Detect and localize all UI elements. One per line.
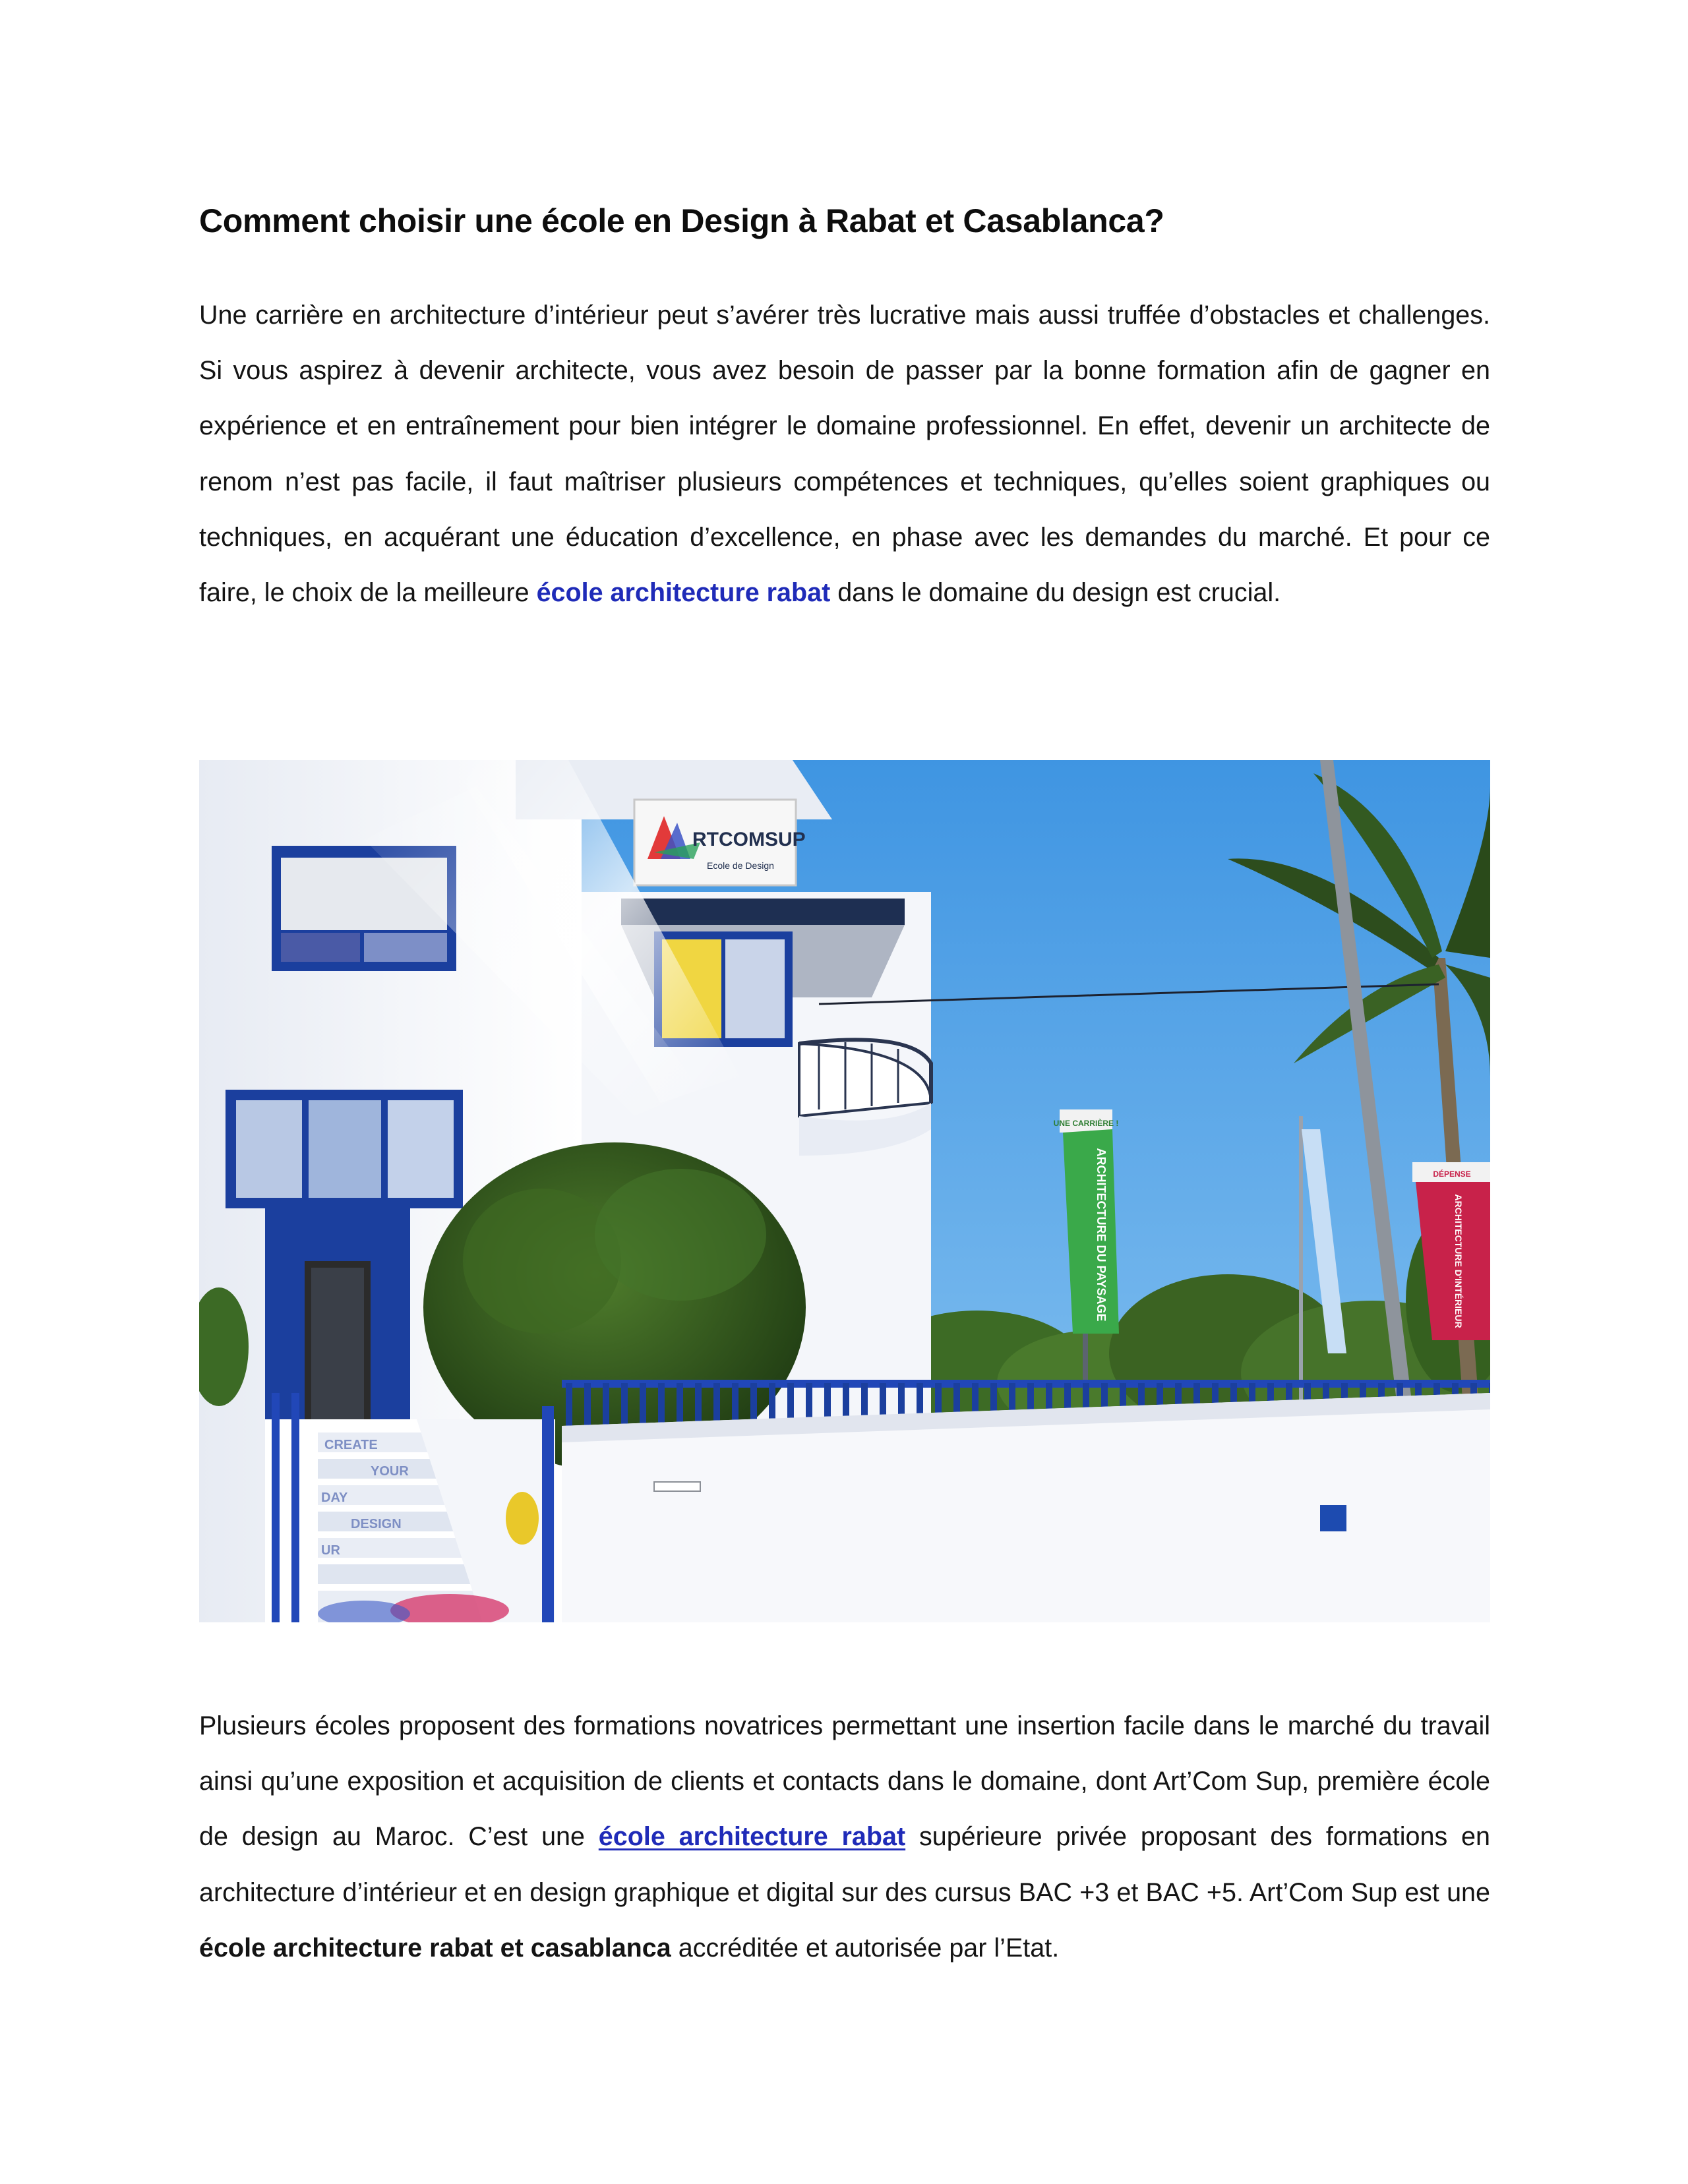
wall-number-plate xyxy=(1320,1505,1346,1531)
school-building-photo xyxy=(199,760,1490,1622)
staircase xyxy=(265,1393,555,1622)
ecole-architecture-link-2[interactable]: école architecture rabat xyxy=(598,1822,906,1852)
banner-green-top: UNE CARRIÈRE ! xyxy=(1053,1119,1119,1128)
stair-word-5: UR xyxy=(321,1543,340,1558)
stair-word-2: YOUR xyxy=(371,1464,409,1479)
paragraph-schools-text-end: accréditée et autorisée par l’Etat. xyxy=(671,1933,1060,1963)
document-title: Comment choisir une école en Design à Rabat et Casablanca? xyxy=(199,202,1164,239)
banner-red-top: DÉPENSE xyxy=(1433,1169,1471,1179)
paragraph-intro-text-end: dans le domaine du design est crucial. xyxy=(830,578,1281,608)
banner-green-main: ARCHITECTURE DU PAYSAGE xyxy=(1095,1148,1108,1322)
paragraph-schools xyxy=(199,1698,1490,1976)
paragraph-schools-text-middle: supérieure privée proposant des formations en architecture d’intérieur et en design graphique et digital sur des cursus BAC +3 et BAC +5. Art’Com Sup est une xyxy=(199,1822,1490,1907)
sign-brand: RTCOMSUP xyxy=(692,829,806,850)
school-sign xyxy=(634,800,806,885)
awning xyxy=(621,899,905,925)
paragraph-intro xyxy=(199,287,1490,620)
paragraph-schools-bold: école architecture rabat et casablanca xyxy=(199,1933,671,1963)
school-building-illustration xyxy=(199,760,1490,1622)
stair-word-1: CREATE xyxy=(324,1438,378,1452)
stair-word-4: DESIGN xyxy=(351,1517,402,1531)
paragraph-intro-text: Une carrière en architecture d’intérieur peut s’avérer très lucrative mais aussi truffée d’obstacles et challenges. Si vous aspirez à devenir architecte, vous avez besoin de passer par la bonne formation afin de gagner en expérience et en entraînement pour bien intégrer le domaine professionnel. En effet, devenir un architecte de renom n’est pas facile, il faut maîtriser plusieurs compétences et techniques, qu’elles soient graphiques ou techniques, en acquérant une éducation d’excellence, en phase avec les demandes du marché. Et pour ce faire, le choix de la meilleure xyxy=(199,301,1490,608)
banner-red-main: ARCHITECTURE D'INTÉRIEUR xyxy=(1453,1194,1464,1328)
wall-plate xyxy=(654,1482,700,1491)
ecole-architecture-link-1[interactable]: école architecture rabat xyxy=(536,578,831,608)
sign-tagline: Ecole de Design xyxy=(707,860,774,871)
paragraph-schools-text: Plusieurs écoles proposent des formations novatrices permettant une insertion facile dans le marché du travail ainsi qu’une exposition et acquisition de clients et contacts dans le domaine, dont Art’Com Sup, première école de design au Maroc. C’est une xyxy=(199,1711,1490,1852)
yellow-vase xyxy=(506,1492,539,1545)
stair-word-3: DAY xyxy=(321,1490,348,1505)
